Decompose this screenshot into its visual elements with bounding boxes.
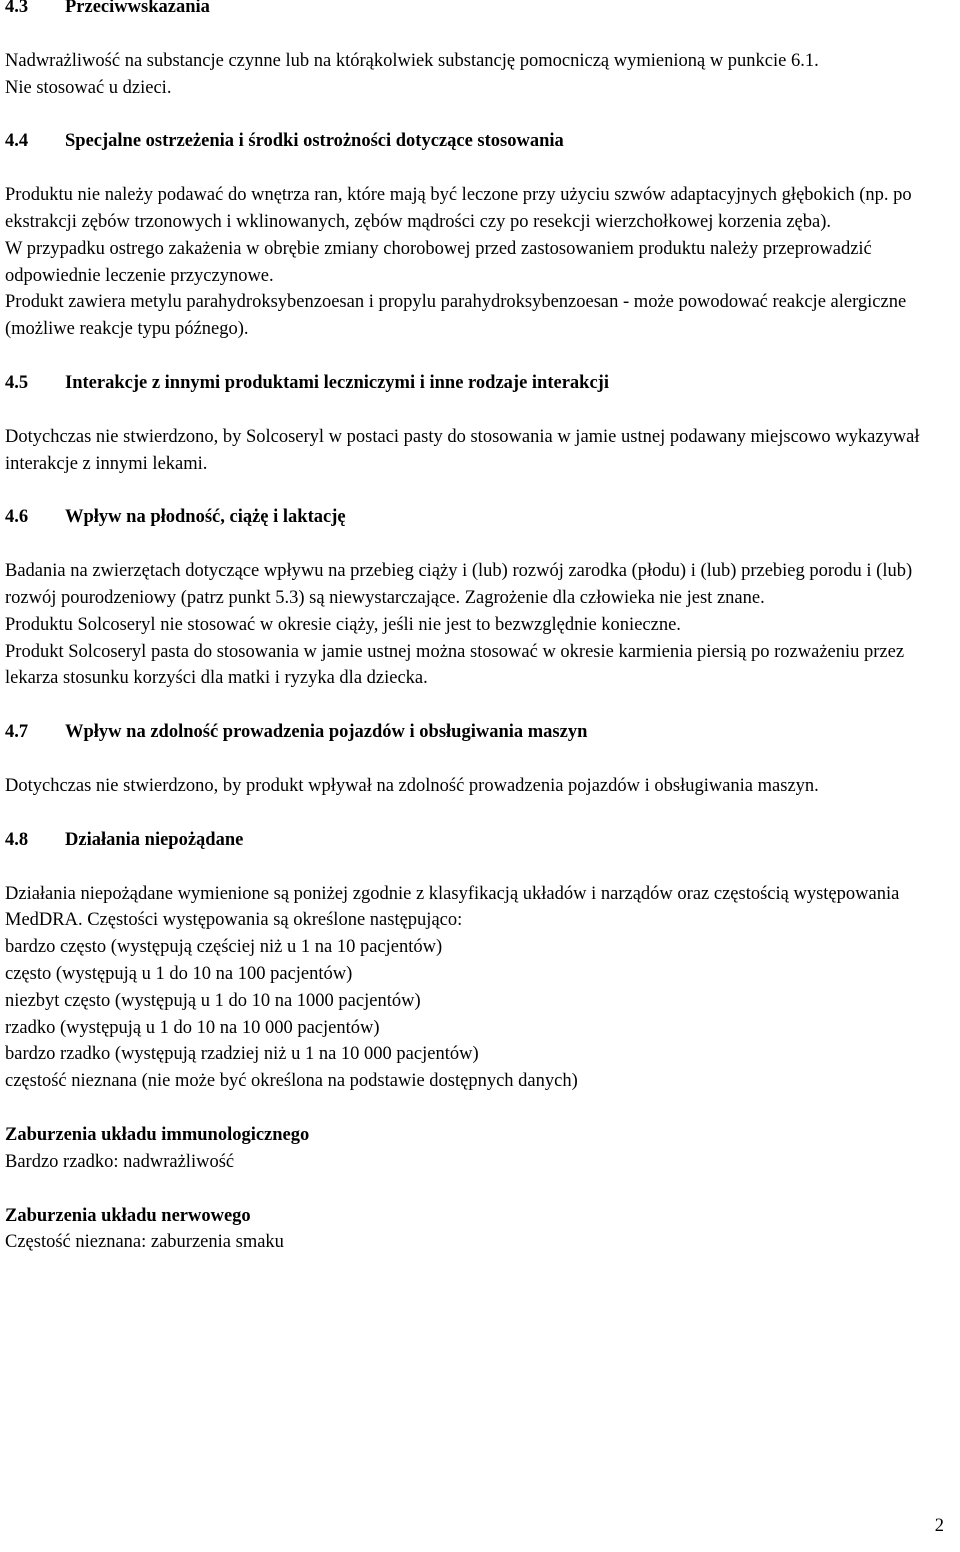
frequency-definition: bardzo rzadko (występują rzadziej niż u 1 na 10 000 pacjentów) [5, 1044, 479, 1065]
frequency-definition: niezbyt często (występują u 1 do 10 na 1000 pacjentów) [5, 990, 421, 1011]
section-heading-4-4 [5, 128, 951, 155]
section-title: Wpływ na płodność, ciążę i laktację [65, 507, 346, 528]
section-number: 4.3 [5, 0, 29, 17]
paragraph: Produktu Solcoseryl nie stosować w okresie ciąży, jeśli nie jest to bezwzględnie konieczne. [5, 614, 681, 635]
section-number: 4.7 [5, 722, 29, 743]
paragraph: W przypadku ostrego zakażenia w obrębie zmiany chorobowej przed zastosowaniem produktu należy przeprowadzić odpowiednie leczenie przyczynowe. [5, 238, 872, 286]
paragraph: Dotychczas nie stwierdzono, by produkt wpływał na zdolność prowadzenia pojazdów i obsługiwania maszyn. [5, 775, 819, 796]
section-title: Wpływ na zdolność prowadzenia pojazdów i obsługiwania maszyn [65, 722, 588, 743]
organ-class-heading: Zaburzenia układu immunologicznego [5, 1124, 310, 1145]
paragraph: Działania niepożądane wymienione są poniżej zgodnie z klasyfikacją układów i narządów oraz częstością występowania MedDRA. Częstości występowania są określone następująco: [5, 883, 900, 931]
paragraph: Dotychczas nie stwierdzono, by Solcoseryl w postaci pasty do stosowania w jamie ustnej podawany miejscowo wykazywał interakcje z innymi lekami. [5, 426, 920, 474]
paragraph: Produkt zawiera metylu parahydroksybenzoesan i propylu parahydroksybenzoesan - może powodować reakcje alergiczne (możliwe reakcje typu późnego). [5, 292, 907, 340]
paragraph: Produktu nie należy podawać do wnętrza ran, które mają być leczone przy użyciu szwów adaptacyjnych głębokich (np. po ekstrakcji zębów trzonowych i wklinowanych, zębów mądrości czy po resekcji wierzchołkowej korzenia zęba). [5, 185, 912, 232]
section-number: 4.6 [5, 507, 29, 528]
section-title: Działania niepożądane [65, 829, 244, 850]
adverse-reaction: Bardzo rzadko: nadwrażliwość [5, 1151, 235, 1172]
paragraph: Nie stosować u dzieci. [5, 77, 172, 98]
section-title: Przeciwwskazania [65, 0, 210, 17]
section-heading-4-6 [5, 504, 951, 531]
section-heading-4-3 [5, 0, 951, 21]
section-title: Specjalne ostrzeżenia i środki ostrożności dotyczące stosowania [65, 131, 564, 152]
section-number: 4.5 [5, 372, 29, 393]
section-heading-4-5 [5, 370, 951, 397]
paragraph: Nadwrażliwość na substancje czynne lub na którąkolwiek substancję pomocniczą wymienioną w punkcie 6.1. [5, 50, 819, 71]
section-number: 4.8 [5, 829, 29, 850]
paragraph: Produkt Solcoseryl pasta do stosowania w jamie ustnej można stosować w okresie karmienia piersią po rozważeniu przez lekarza stosunku korzyści dla matki i ryzyka dla dziecka. [5, 641, 905, 689]
frequency-definition: bardzo często (występują częściej niż u 1 na 10 pacjentów) [5, 937, 443, 958]
frequency-definition: rzadko (występują u 1 do 10 na 10 000 pacjentów) [5, 1017, 380, 1038]
frequency-definition: często (występują u 1 do 10 na 100 pacjentów) [5, 963, 353, 984]
paragraph: Badania na zwierzętach dotyczące wpływu na przebieg ciąży i (lub) rozwój zarodka (płodu) i (lub) przebieg porodu i (lub) rozwój pourodzeniowy (patrz punkt 5.3) są niewystarczające. Zagrożenie dla człowieka nie jest znane. [5, 561, 913, 608]
section-number: 4.4 [5, 131, 29, 152]
page-number: 2 [934, 1516, 944, 1536]
document-page [5, 0, 951, 1256]
organ-class-heading: Zaburzenia układu nerwowego [5, 1205, 251, 1226]
adverse-reaction: Częstość nieznana: zaburzenia smaku [5, 1232, 284, 1253]
section-heading-4-8 [5, 827, 951, 854]
section-heading-4-7 [5, 719, 951, 746]
section-title: Interakcje z innymi produktami leczniczymi i inne rodzaje interakcji [65, 372, 609, 393]
frequency-definition: częstość nieznana (nie może być określona na podstawie dostępnych danych) [5, 1071, 578, 1092]
